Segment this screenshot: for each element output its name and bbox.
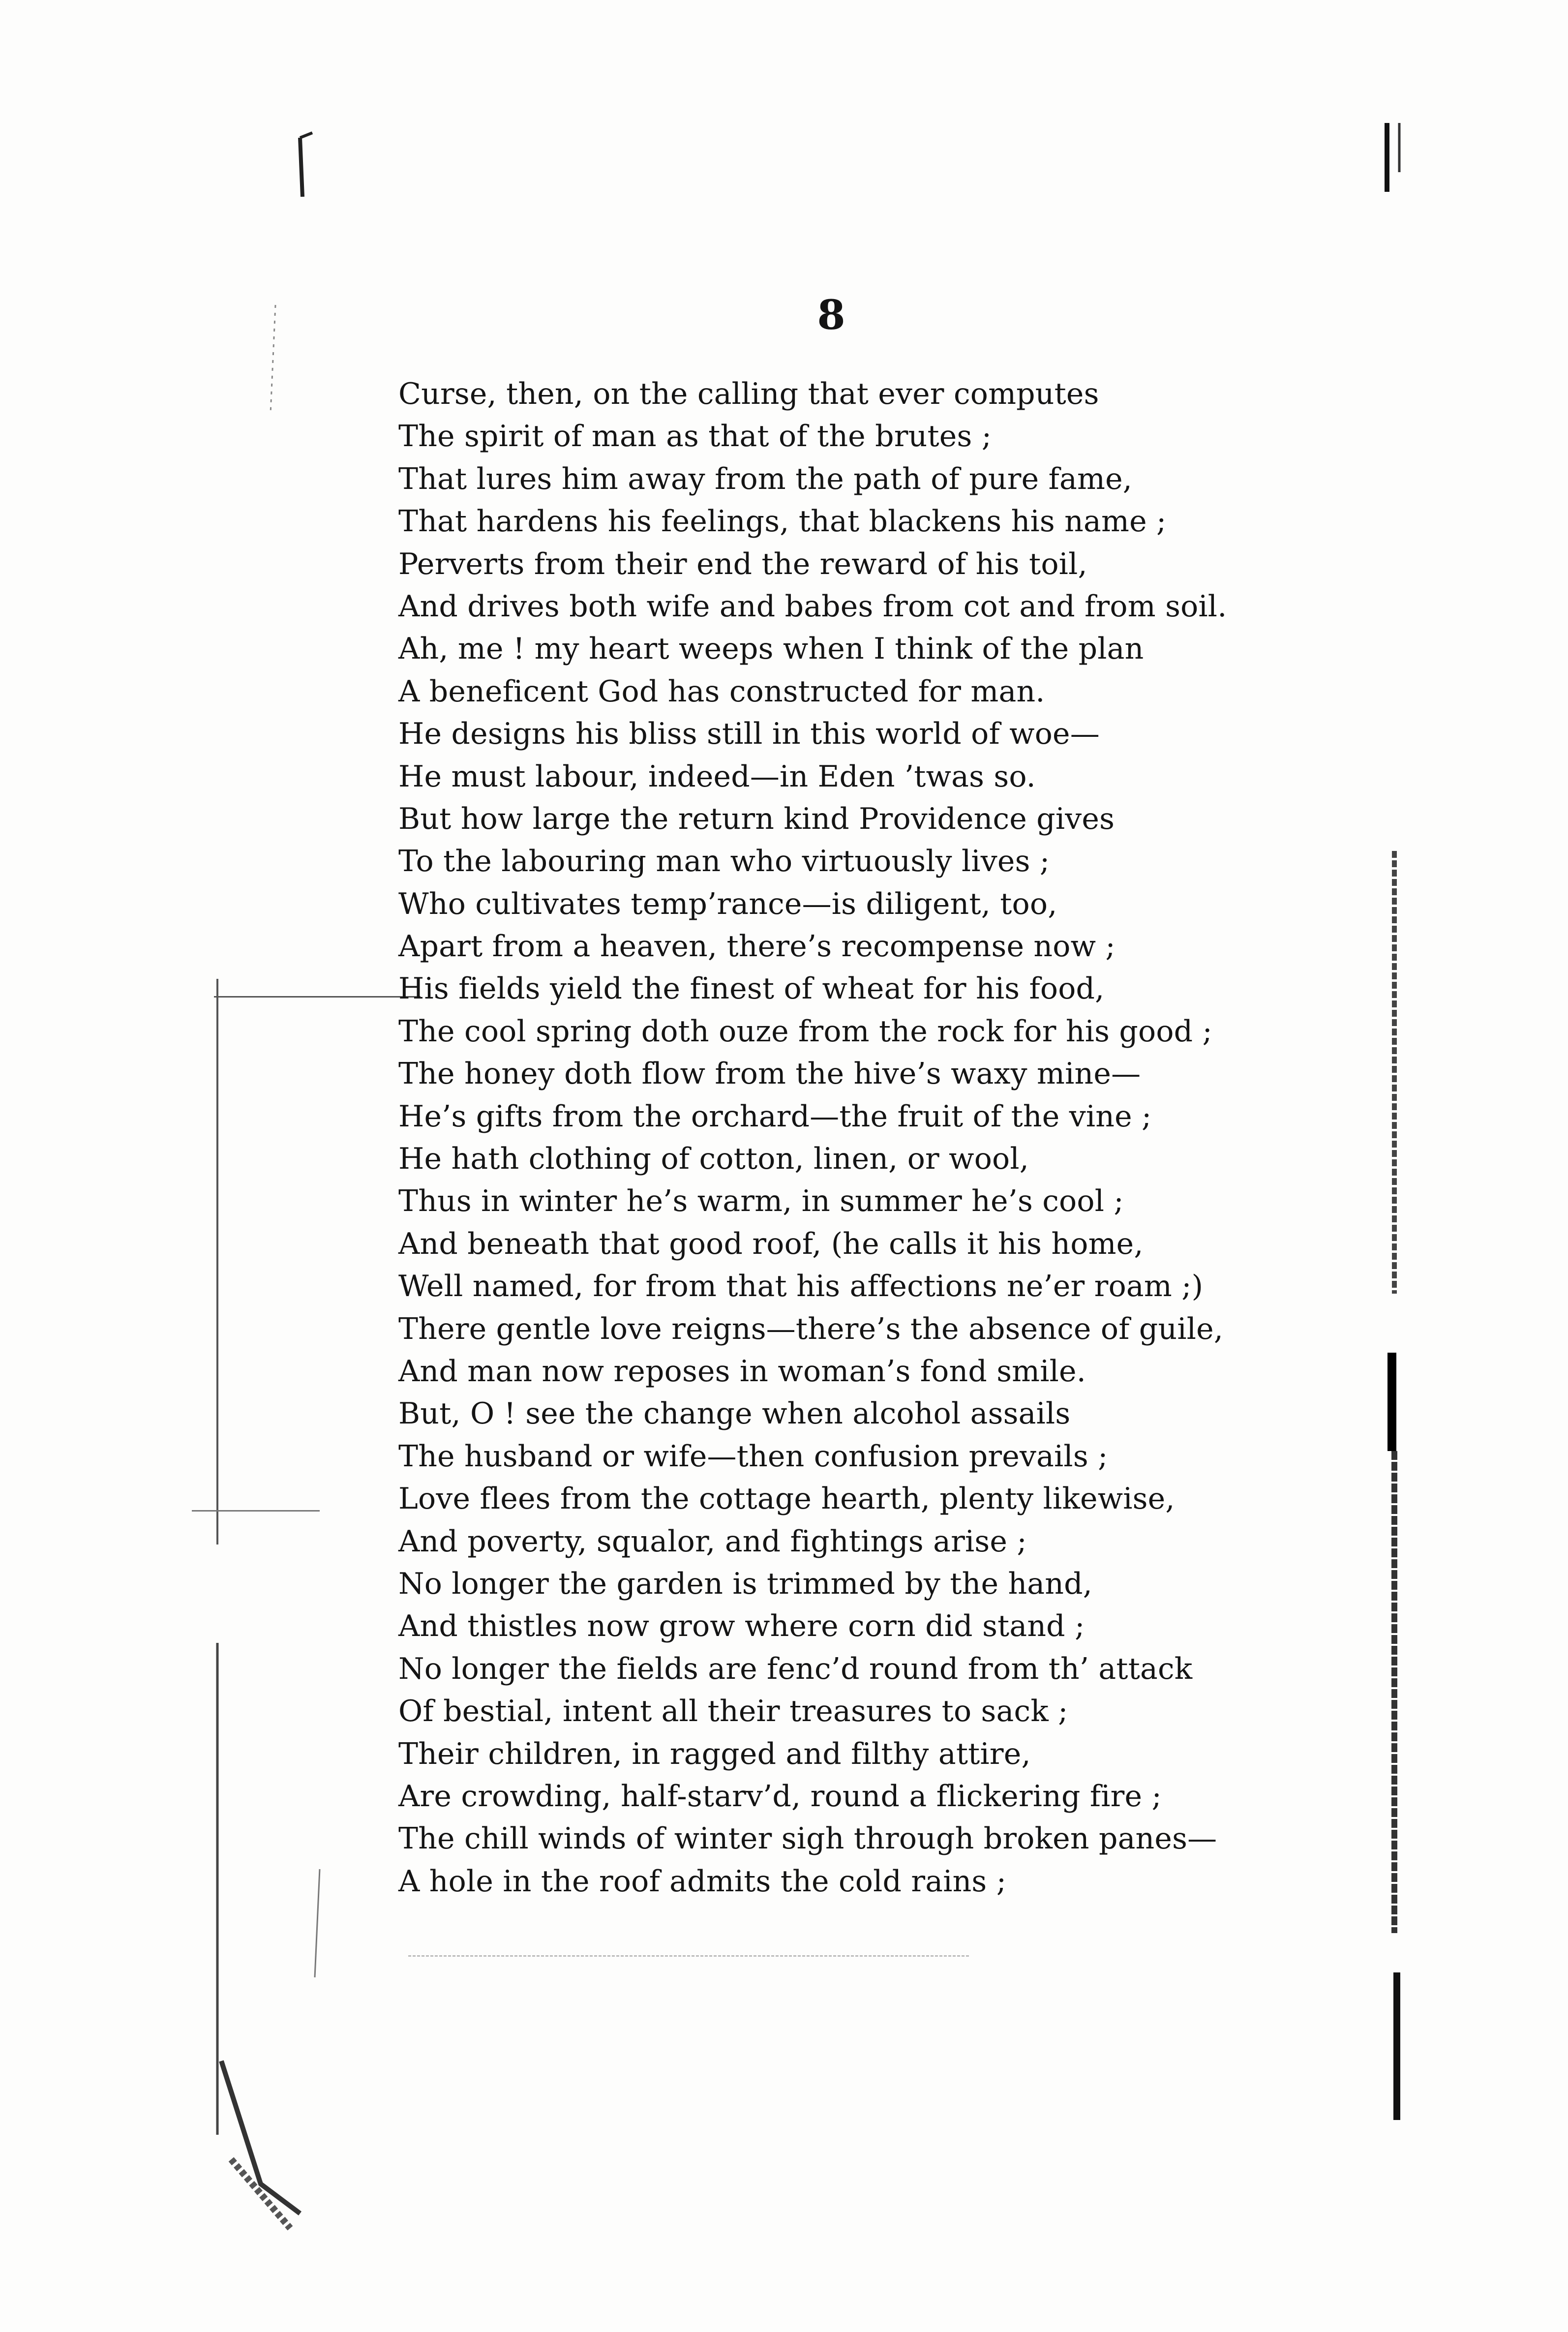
poem-line: A beneficent God has constructed for man. [398,674,1045,709]
poem-line: Well named, for from that his affections ne’er roam ;) [398,1269,1204,1304]
poem-line: And beneath that good roof, (he calls it his home, [398,1226,1144,1261]
poem-line: Are crowding, half-starv’d, round a flickering fire ; [398,1779,1162,1814]
poem-line: The spirit of man as that of the brutes ; [398,419,992,454]
poem-line: The cool spring doth ouze from the rock for his good ; [398,1014,1212,1049]
poem-line: The honey doth flow from the hive’s waxy mine— [398,1057,1141,1091]
poem-line: But how large the return kind Providence gives [398,801,1115,836]
page-number: 8 [817,292,845,339]
poem-line: He must labour, indeed—in Eden ’twas so. [398,759,1036,794]
poem-line: And thistles now grow where corn did stand ; [398,1609,1085,1644]
poem-line: Of bestial, intent all their treasures to sack ; [398,1694,1068,1729]
poem-line: His fields yield the finest of wheat for his food, [398,971,1105,1006]
poem-line: There gentle love reigns—there’s the absence of guile, [398,1311,1224,1346]
poem-line: A hole in the roof admits the cold rains ; [398,1864,1007,1899]
poem-line: Apart from a heaven, there’s recompense now ; [398,929,1116,964]
scan-edge-left-artifact [202,118,330,2233]
scan-dashed-mark [408,1955,969,1957]
scan-margin-line [192,1510,320,1512]
poem-line: He hath clothing of cotton, linen, or wool, [398,1142,1029,1177]
poem-line: Thus in winter he’s warm, in summer he’s cool ; [398,1184,1124,1219]
poem-text [398,373,1227,1903]
poem-line: Who cultivates temp’rance—is diligent, too, [398,886,1057,921]
poem-line: He designs his bliss still in this world of woe— [398,717,1100,752]
poem-line: Ah, me ! my heart weeps when I think of the plan [398,632,1144,666]
poem-line: Perverts from their end the reward of his toil, [398,546,1087,581]
poem-line: Love flees from the cottage hearth, plenty likewise, [398,1482,1175,1516]
poem-line: And man now reposes in woman’s fond smile. [398,1354,1086,1389]
poem-line: But, O ! see the change when alcohol assails [398,1396,1071,1431]
scan-edge-right-artifact [1377,113,1412,2130]
poem-line: No longer the fields are fenc’d round from th’ attack [398,1651,1193,1686]
poem-line: Curse, then, on the calling that ever computes [398,377,1099,411]
poem-line: The chill winds of winter sigh through broken panes— [398,1821,1217,1856]
poem-line: No longer the garden is trimmed by the hand, [398,1566,1093,1601]
poem-line: And poverty, squalor, and fightings arise ; [398,1524,1027,1559]
scan-margin-line [214,996,421,998]
poem-line: Their children, in ragged and filthy attire, [398,1736,1031,1771]
poem-line: That hardens his feelings, that blackens his name ; [398,504,1167,539]
poem-line: And drives both wife and babes from cot and from soil. [398,589,1227,624]
poem-line: To the labouring man who virtuously lives ; [398,844,1050,879]
poem-line: That lures him away from the path of pure fame, [398,461,1133,496]
poem-line: The husband or wife—then confusion prevails ; [398,1439,1108,1474]
poem-line: He’s gifts from the orchard—the fruit of the vine ; [398,1099,1152,1134]
